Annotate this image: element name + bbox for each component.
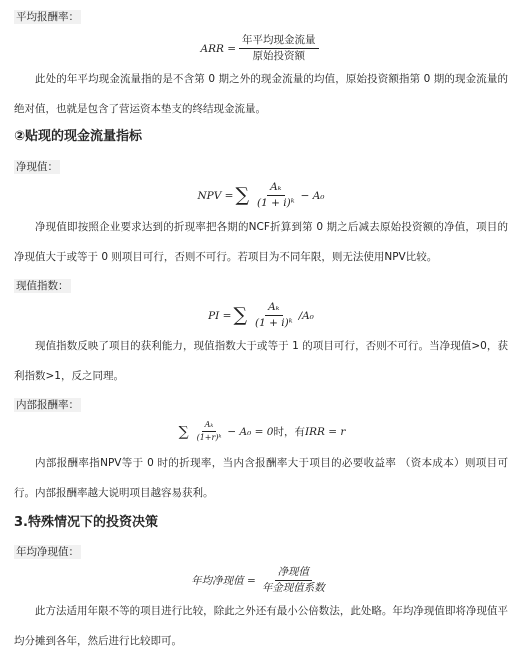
arr-formula-lhs: ARR = [200, 42, 237, 55]
npv-sum-symbol: ∑ [235, 184, 250, 206]
irr-formula [0, 420, 522, 443]
arr-numerator: 年平均现金流量 [239, 34, 319, 49]
npv-formula-lhs: NPV = [197, 189, 234, 202]
annual-fraction [259, 566, 328, 595]
annual-explanation: 此方法适用年限不等的项目进行比较，除此之外还有最小公倍数法，此处略。年均净现值即将净现值平均分摊到各年，然后进行比较即可。 [14, 605, 508, 647]
arr-explanation: 此处的年平均现金流量指的是不含第 0 期之外的现金流量的均值，原始投资额指第 0 期的现金流量的绝对值，也就是包含了营运资本垫支的终结现金流量。 [14, 73, 508, 115]
arr-label: 平均报酬率： [16, 11, 79, 23]
annual-formula-lhs: 年均净现值 = [191, 575, 256, 587]
npv-tail: − A₀ [300, 189, 325, 202]
irr-explanation: 内部报酬率指NPV等于 0 时的折现率，当内含报酬率大于项目的必要收益率 （资本成本）则项目可行。内部报酬率越大说明项目越容易获利。 [14, 457, 508, 499]
annual-label: 年均净现值： [16, 546, 79, 558]
pi-formula [0, 301, 522, 330]
npv-denominator: (1 + i)ᵏ [257, 197, 295, 209]
irr-tail: IRR = r [304, 425, 346, 438]
annual-denominator: 年金现值系数 [261, 582, 325, 594]
annual-numerator: 净现值 [275, 566, 313, 581]
irr-denominator: (1+r)ᵏ [196, 433, 222, 442]
pi-sum-symbol: ∑ [233, 304, 248, 326]
discount-heading: ②贴现的现金流量指标 [14, 129, 143, 144]
irr-when-text: 时，有 [273, 426, 305, 438]
irr-label: 内部报酬率： [16, 399, 79, 411]
npv-label: 净现值： [16, 161, 58, 173]
pi-denominator: (1 + i)ᵏ [255, 317, 293, 329]
npv-formula [0, 181, 522, 210]
pi-label: 现值指数： [16, 280, 69, 292]
pi-tail: /A₀ [298, 309, 314, 322]
pi-explanation: 现值指数反映了项目的获利能力，现值指数大于或等于 1 的项目可行，否则不可行。当净现值>0，获利指数>1，反之同理。 [14, 340, 508, 382]
irr-mid: − A₀ = 0 [227, 425, 274, 438]
irr-sum-symbol: ∑ [178, 423, 189, 440]
npv-explanation: 净现值即按照企业要求达到的折现率把各期的NCF折算到第 0 期之后减去原始投资额的净值，项目的净现值大于或等于 0 则项目可行，否则不可行。若项目为不同年限，则无法使用NPV比较。 [14, 221, 508, 263]
irr-fraction [194, 420, 225, 443]
arr-formula [0, 34, 522, 63]
npv-fraction [254, 181, 298, 210]
pi-formula-lhs: PI = [208, 309, 232, 322]
pi-numerator: Aₖ [265, 301, 282, 316]
arr-denominator: 原始投资额 [252, 50, 306, 62]
irr-numerator: Aₖ [202, 420, 217, 432]
pi-fraction [252, 301, 296, 330]
arr-fraction [239, 34, 319, 63]
special-heading: 3.特殊情况下的投资决策 [14, 515, 158, 530]
annual-formula [0, 566, 522, 595]
npv-numerator: Aₖ [267, 181, 284, 196]
